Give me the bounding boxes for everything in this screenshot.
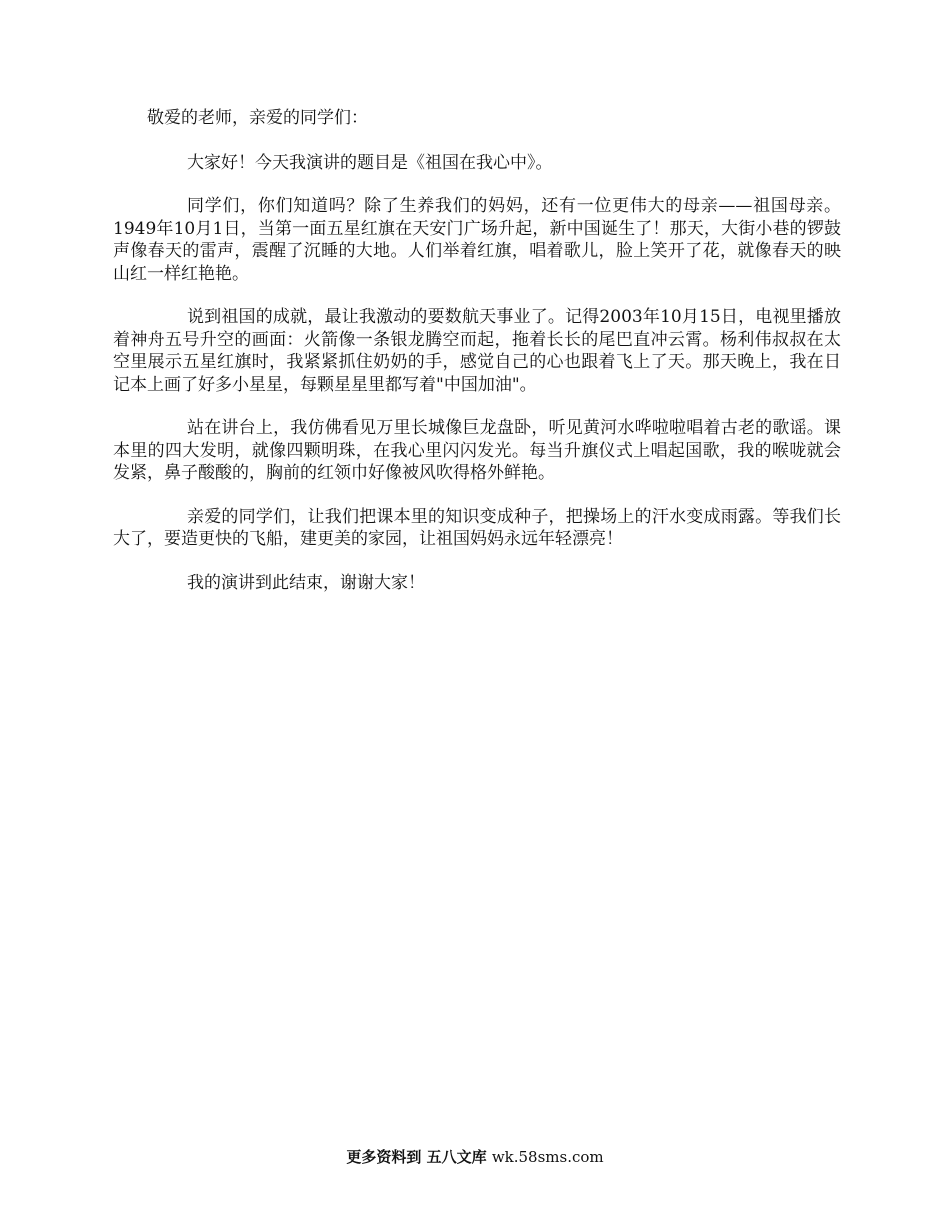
salutation: 敬爱的老师，亲爱的同学们： (147, 108, 368, 128)
paragraph-closing: 我的演讲到此结束，谢谢大家！ (187, 572, 425, 593)
speech-body (113, 107, 841, 615)
footer-link[interactable]: wk.58sms.com (491, 1148, 604, 1166)
paragraph-podium: 站在讲台上，我仿佛看见万里长城像巨龙盘卧，听见黄河水哗啦啦唱着古老的歌谣。课本里的四大发明，就像四颗明珠，在我心里闪闪发光。每当升旗仪式上唱起国歌，我的喉咙就会发紧，鼻子酸酸的，胸前的红领巾好像被风吹得格外鲜艳。 (113, 418, 841, 483)
footer-label: 更多资料到 五八文库 (346, 1148, 487, 1166)
paragraph-call-to-action: 亲爱的同学们，让我们把课本里的知识变成种子，把操场上的汗水变成雨露。等我们长大了，要造更快的飞船，建更美的家园，让祖国妈妈永远年轻漂亮！ (113, 506, 841, 549)
paragraph-motherland: 同学们，你们知道吗？除了生养我们的妈妈，还有一位更伟大的母亲——祖国母亲。1949年10月1日，当第一面五星红旗在天安门广场升起，新中国诞生了！那天，大街小巷的锣鼓声像春天的雷声，震醒了沉睡的大地。人们举着红旗，唱着歌儿，脸上笑开了花，就像春天的映山红一样红艳艳。 (113, 196, 841, 284)
footer (0, 1146, 950, 1168)
paragraph-space: 说到祖国的成就，最让我激动的要数航天事业了。记得2003年10月15日，电视里播放着神舟五号升空的画面：火箭像一条银龙腾空而起，拖着长长的尾巴直冲云霄。杨利伟叔叔在太空里展示五星红旗时，我紧紧抓住奶奶的手，感觉自己的心也跟着飞上了天。那天晚上，我在日记本上画了好多小星星，每颗星星里都写着"中国加油"。 (113, 307, 841, 395)
paragraph-greeting: 大家好！今天我演讲的题目是《祖国在我心中》。 (187, 152, 553, 173)
